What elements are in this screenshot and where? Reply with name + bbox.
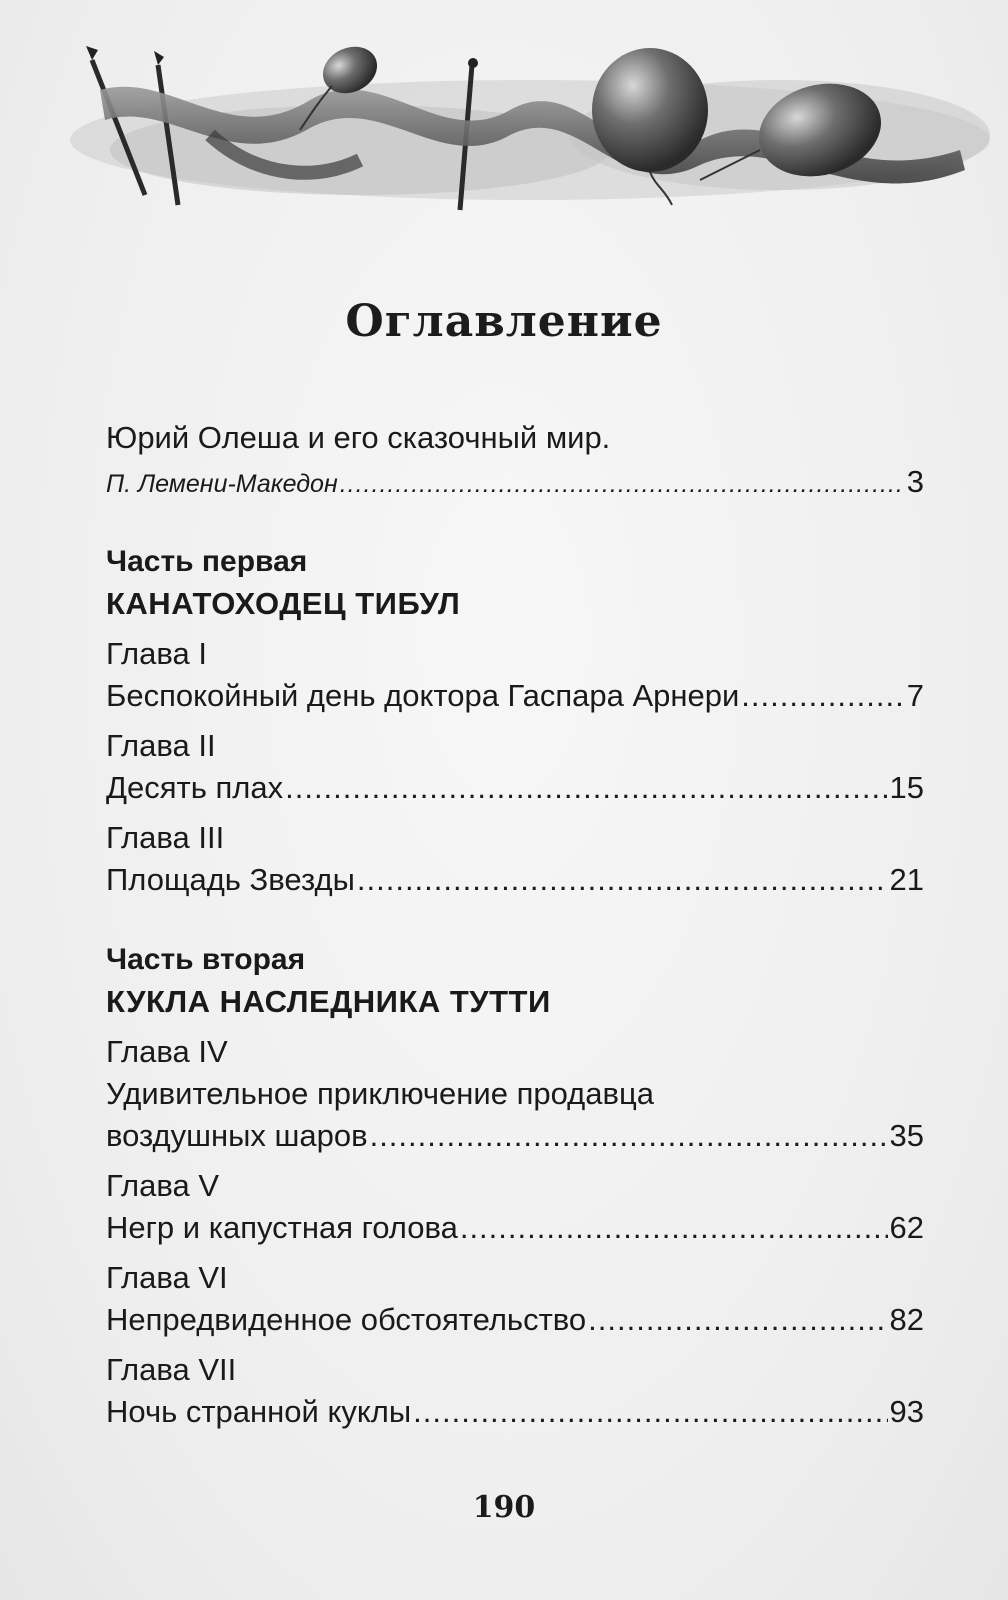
entry-title: Юрий Олеша и его сказочный мир. xyxy=(106,420,611,455)
chapter-label: Глава I xyxy=(106,636,207,671)
toc-entry-chapter-5 xyxy=(106,1210,924,1246)
toc-entry-chapter-2 xyxy=(106,770,924,806)
chapter-label: Глава VI xyxy=(106,1260,228,1295)
page-number: 35 xyxy=(889,1118,924,1153)
part-label: Часть вторая xyxy=(106,943,306,976)
leader-dots xyxy=(285,770,887,806)
chapter-heading-7 xyxy=(106,1352,924,1388)
entry-title: Десять плах xyxy=(106,770,284,805)
part-title: КУКЛА НАСЛЕДНИКА ТУТТИ xyxy=(106,984,551,1019)
chapter-heading-1 xyxy=(106,636,924,672)
page-number-footer: 190 xyxy=(472,1490,536,1525)
chapter-label: Глава IV xyxy=(106,1034,228,1069)
toc-entry-intro-author xyxy=(106,464,924,502)
toc-entry-chapter-4-line1 xyxy=(106,1076,924,1112)
chapter-label: Глава II xyxy=(106,728,216,763)
entry-title: Площадь Звезды xyxy=(106,862,355,897)
page-number: 62 xyxy=(889,1210,924,1245)
chapter-label: Глава VII xyxy=(106,1352,237,1387)
toc-entry-chapter-1 xyxy=(106,678,924,714)
page-number: 3 xyxy=(906,464,924,499)
toc-entry-chapter-6 xyxy=(106,1302,924,1338)
chapter-heading-3 xyxy=(106,820,924,856)
leader-dots xyxy=(741,678,904,714)
part-label: Часть первая xyxy=(106,545,308,578)
chapter-heading-5 xyxy=(106,1168,924,1204)
toc-entry-chapter-3 xyxy=(106,862,924,898)
toc-entry-chapter-7 xyxy=(106,1394,924,1430)
part-label-2 xyxy=(106,942,924,978)
balloons-ribbon-illustration xyxy=(60,30,990,220)
entry-title: Ночь странной куклы xyxy=(106,1394,412,1429)
entry-title: Негр и капустная голова xyxy=(106,1210,458,1245)
entry-author: П. Лемени-Македон xyxy=(106,470,338,498)
page-number: 21 xyxy=(889,862,924,897)
entry-title: Удивительное приключение продавца xyxy=(106,1076,654,1111)
part-label-1 xyxy=(106,544,924,580)
part-title-2 xyxy=(106,984,924,1020)
leader-dots xyxy=(357,862,888,898)
part-title: КАНАТОХОДЕЦ ТИБУЛ xyxy=(106,586,461,621)
toc-entry-intro xyxy=(106,420,924,456)
chapter-heading-4 xyxy=(106,1034,924,1070)
page-number: 93 xyxy=(889,1394,924,1429)
page-number: 7 xyxy=(906,678,924,713)
toc-entry-chapter-4-line2 xyxy=(106,1118,924,1154)
entry-title: Беспокойный день доктора Гаспара Арнери xyxy=(106,678,740,713)
entry-title: воздушных шаров xyxy=(106,1118,368,1153)
chapter-label: Глава III xyxy=(106,820,225,855)
chapter-label: Глава V xyxy=(106,1168,220,1203)
leader-dots xyxy=(588,1302,887,1338)
page-number: 82 xyxy=(889,1302,924,1337)
part-title-1 xyxy=(106,586,924,622)
leader-dots xyxy=(370,1118,888,1154)
page-title: Оглавление xyxy=(345,296,663,347)
chapter-heading-2 xyxy=(106,728,924,764)
leader-dots xyxy=(413,1394,887,1430)
leader-dots xyxy=(340,466,905,502)
chapter-heading-6 xyxy=(106,1260,924,1296)
entry-title: Непредвиденное обстоятельство xyxy=(106,1302,587,1337)
page-number: 15 xyxy=(889,770,924,805)
leader-dots xyxy=(460,1210,888,1246)
